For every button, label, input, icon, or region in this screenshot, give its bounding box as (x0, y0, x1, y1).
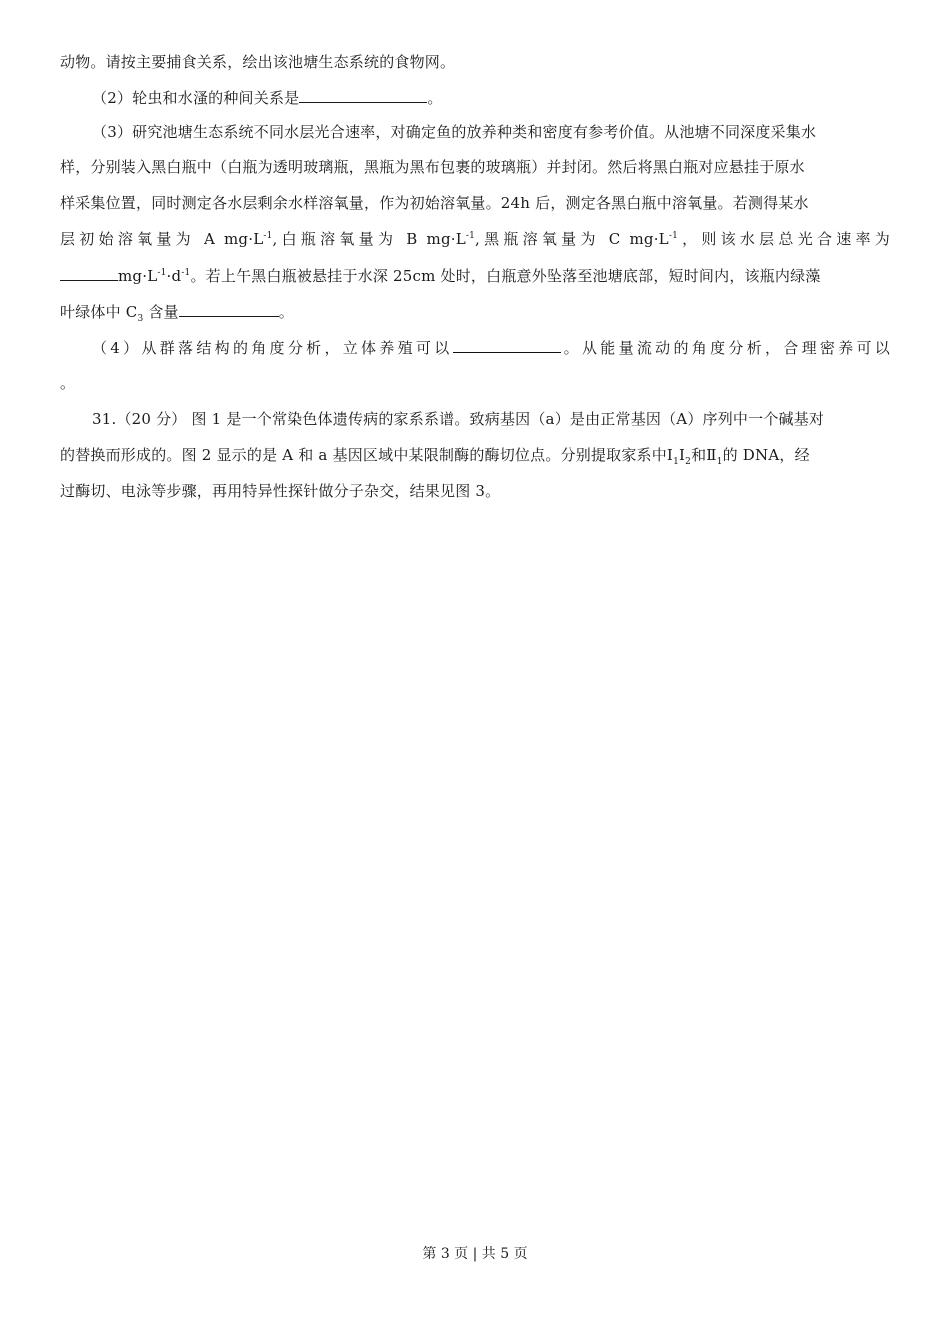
text-span: 样采集位置，同时测定各水层剩余水样溶氧量，作为初始溶氧量。24h 后，测定各黑白瓶中溶氧量。若测得某水 (60, 194, 809, 212)
question-31-line-2 (60, 445, 890, 465)
answer-blank-q2[interactable] (299, 87, 427, 103)
superscript: -1 (157, 268, 167, 278)
question-3-line-2 (60, 157, 890, 177)
question-31-line-3 (60, 481, 890, 501)
text-span: 。从能量流动的角度分析，合理密养可以 (560, 339, 891, 357)
answer-blank-q4[interactable] (453, 337, 561, 353)
text-span: ，则该水层总光合速率为 (678, 230, 890, 248)
superscript: -1 (181, 268, 191, 278)
text-line-1 (60, 52, 890, 72)
text-span: 的 DNA，经 (722, 446, 810, 464)
text-span: ,黑瓶溶氧量为 C mg·L (475, 230, 669, 248)
question-3-line-1 (92, 122, 890, 142)
text-span: mg·L (118, 267, 158, 285)
text-span: 含量 (143, 303, 179, 321)
question-4-line-1 (92, 337, 890, 358)
text-span: 。若上午黑白瓶被悬挂于水深 25cm 处时，白瓶意外坠落至池塘底部，短时间内，该瓶内绿藻 (190, 267, 821, 285)
subscript: 3 (137, 314, 144, 324)
question-2-line (92, 87, 890, 108)
answer-blank-rate[interactable] (60, 265, 118, 281)
text-span: 31.（20 分） 图 1 是一个常染色体遗传病的家系系谱。致病基因（a）是由正常基因（A）序列中一个碱基对 (92, 410, 825, 428)
text-span: ,白瓶溶氧量为 B mg·L (272, 230, 466, 248)
question-3-line-3 (60, 193, 890, 213)
punctuation: 。 (60, 374, 76, 392)
subscript: 1 (716, 457, 723, 467)
punctuation: 。 (427, 89, 443, 107)
text-span: 动物。请按主要捕食关系，绘出该池塘生态系统的食物网。 (60, 53, 456, 71)
question-4-line-2 (60, 373, 890, 393)
answer-blank-c3[interactable] (179, 301, 279, 317)
superscript: -1 (465, 231, 476, 241)
superscript: -1 (263, 231, 273, 241)
text-span: 叶绿体中 C (60, 303, 138, 321)
text-span: 样，分别装入黑白瓶中（白瓶为透明玻璃瓶，黑瓶为黑布包裹的玻璃瓶）并封闭。然后将黑白瓶对应悬挂于原水 (60, 158, 805, 176)
text-span: 的替换而形成的。图 2 显示的是 A 和 a 基因区域中某限制酶的酶切位点。分别提取家系中Ⅰ (60, 446, 674, 464)
text-span: Ⅰ (679, 446, 686, 464)
question-3-line-4 (60, 229, 890, 249)
punctuation: 。 (278, 303, 294, 321)
subscript: 1 (673, 457, 679, 467)
text-span: ·d (166, 267, 182, 285)
question-3-line-5 (60, 265, 890, 286)
text-span: 和Ⅱ (691, 446, 717, 464)
text-span: 过酶切、电泳等步骤，再用特异性探针做分子杂交，结果见图 3。 (60, 482, 501, 500)
text-span: 层初始溶氧量为 A mg·L (60, 230, 264, 248)
text-span: （3）研究池塘生态系统不同水层光合速率，对确定鱼的放养种类和密度有参考价值。从池塘不同深度采集水 (92, 123, 817, 141)
text-span: （4）从群落结构的角度分析，立体养殖可以 (92, 339, 453, 357)
page-footer: 第 3 页 | 共 5 页 (422, 1246, 528, 1262)
superscript: -1 (668, 231, 678, 241)
question-3-line-6 (60, 301, 890, 322)
subscript: 2 (685, 457, 692, 467)
question-31-line-1 (92, 409, 890, 429)
question-2-text: （2）轮虫和水溞的种间关系是 (92, 89, 300, 107)
